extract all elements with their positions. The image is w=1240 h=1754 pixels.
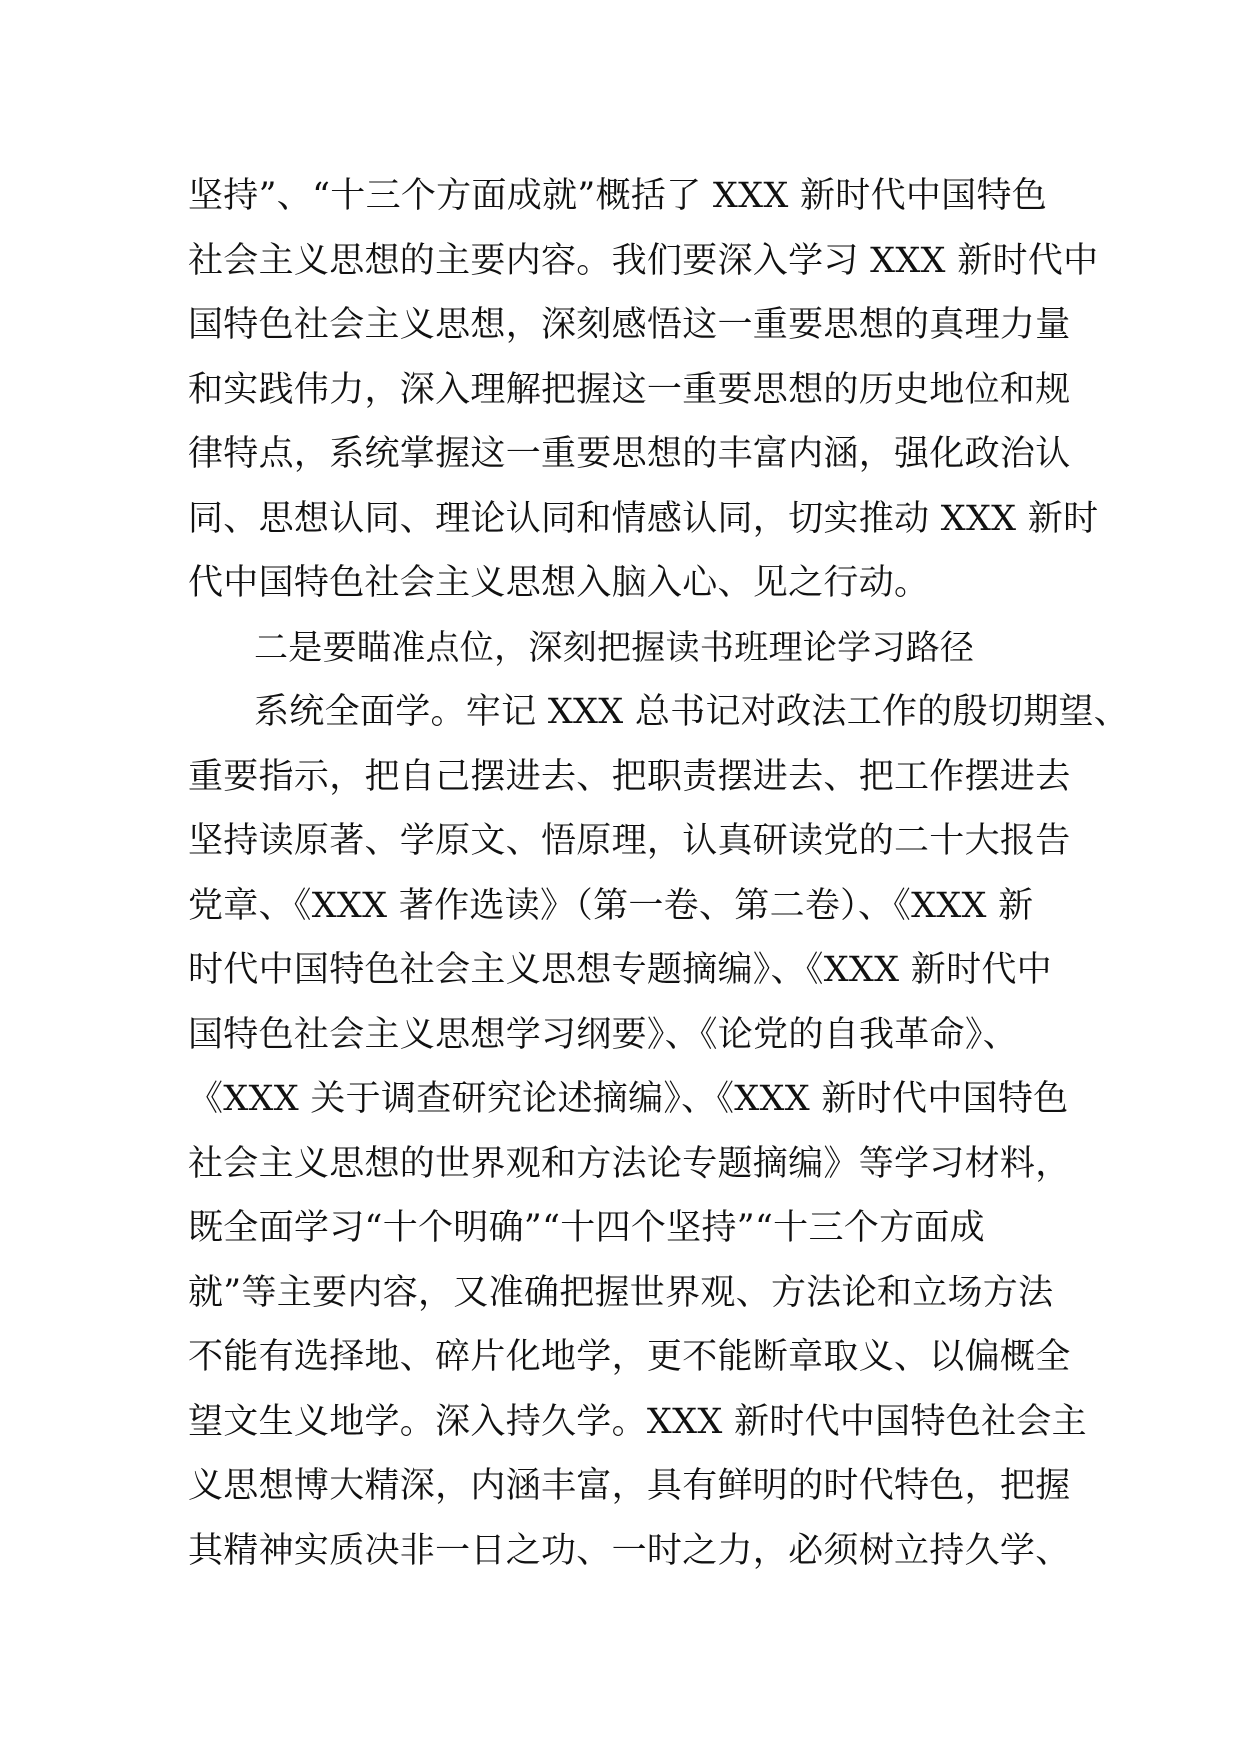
paragraph-line: 其精神实质决非一日之功、一时之力，必须树立持久学、 <box>188 1530 1071 1571</box>
paragraph-line: 同、思想认同、理论认同和情感认同，切实推动 XXX 新时 <box>188 498 1099 539</box>
section-heading: 二是要瞄准点位，深刻把握读书班理论学习路径 <box>254 627 975 668</box>
paragraph-line: 坚持读原著、学原文、悟原理，认真研读党的二十大报告 <box>188 821 1071 861</box>
paragraph-line: 律特点，系统掌握这一重要思想的丰富内涵，强化政治认 <box>188 434 1071 474</box>
paragraph-line: 国特色社会主义思想，深刻感悟这一重要思想的真理力量 <box>188 305 1071 345</box>
paragraph-line: 就”等主要内容，又准确把握世界观、方法论和立场方法 <box>188 1272 1054 1313</box>
paragraph-line: 时代中国特色社会主义思想专题摘编》、《XXX 新时代中 <box>188 950 1052 990</box>
body-text <box>188 164 1130 1583</box>
paragraph-line: 望文生义地学。深入持久学。XXX 新时代中国特色社会主 <box>188 1401 1087 1442</box>
paragraph-line: 国特色社会主义思想学习纲要》、《论党的自我革命》、 <box>188 1014 1019 1055</box>
paragraph-line: 代中国特色社会主义思想入脑入心、见之行动。 <box>188 563 930 603</box>
paragraph-line: 不能有选择地、碎片化地学，更不能断章取义、以偏概全 <box>188 1337 1071 1377</box>
paragraph-line: 《XXX 关于调查研究论述摘编》、《XXX 新时代中国特色 <box>188 1079 1069 1119</box>
paragraph-line: 坚持”、“十三个方面成就”概括了 XXX 新时代中国特色 <box>188 176 1048 216</box>
paragraph-line: 社会主义思想的主要内容。我们要深入学习 XXX 新时代中 <box>188 240 1099 281</box>
paragraph-line: 社会主义思想的世界观和方法论专题摘编》等学习材料， <box>188 1143 1071 1184</box>
paragraph-line: 党章、《XXX 著作选读》（第一卷、第二卷）、《XXX 新 <box>188 885 1034 926</box>
paragraph-line: 义思想博大精深，内涵丰富，具有鲜明的时代特色，把握 <box>188 1466 1071 1506</box>
paragraph-line: 系统全面学。牢记 XXX 总书记对政法工作的殷切期望、 <box>254 692 1130 732</box>
paragraph-line: 和实践伟力，深入理解把握这一重要思想的历史地位和规 <box>188 369 1071 410</box>
paragraph-line: 既全面学习“十个明确”“十四个坚持”“十三个方面成 <box>188 1208 985 1248</box>
paragraph-line: 重要指示，把自己摆进去、把职责摆进去、把工作摆进去 <box>188 756 1071 797</box>
